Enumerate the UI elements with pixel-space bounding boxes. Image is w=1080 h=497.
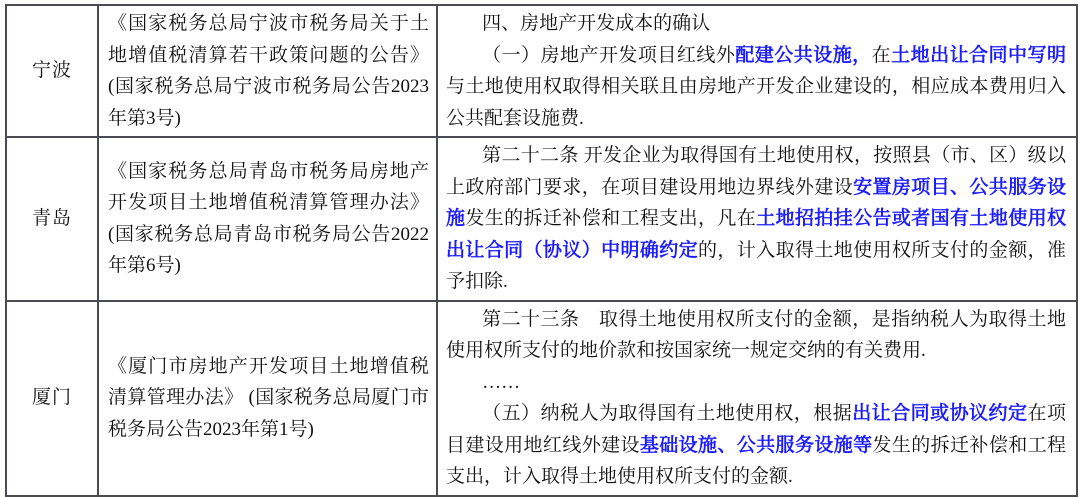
- text-run: 第二十三条 取得土地使用权所支付的金额，是指纳税人为取得土地使用权所支付的地价款和按国家统一规定交纳的有关费用.: [446, 308, 1066, 361]
- text-run: 在: [871, 44, 892, 66]
- city-cell: 宁波: [6, 5, 98, 137]
- text-run: 与土地使用权取得相关联且由房地产开发企业建设的，相应成本费用归入公共配套设施费.: [446, 76, 1066, 129]
- regulation-content-cell: [437, 5, 1077, 137]
- paragraph: [446, 140, 1066, 298]
- text-run: 四、房地产开发成本的确认: [482, 13, 711, 34]
- city-cell: 青岛: [6, 137, 98, 301]
- paragraph: [446, 398, 1066, 493]
- regulation-content-cell: [437, 137, 1077, 301]
- highlighted-term: 土地招拍挂公告或者国有土地使用权出让合同（协议）中明确约定: [446, 208, 1066, 261]
- table-row-xiamen: [6, 301, 1077, 496]
- document-title-cell: 《国家税务总局宁波市税务局关于土地增值税清算若干政策问题的公告》 (国家税务总局宁波市税务局公告2023年第3号): [98, 5, 437, 137]
- text-run: 发生的拆迁补偿和工程支出，计入取得土地使用权所支付的金额.: [446, 434, 1066, 487]
- highlighted-term: 基础设施、公共服务设施等: [639, 434, 873, 456]
- text-run: （五）纳税人为取得国有土地使用权，根据: [482, 403, 853, 424]
- text-run: 的，计入取得土地使用权所支付的金额，准予扣除.: [446, 239, 1066, 292]
- document-title-cell: 《厦门市房地产开发项目土地增值税清算管理办法》 (国家税务总局厦门市税务局公告2023年第1号): [98, 301, 437, 496]
- highlighted-term: 土地出让合同中写明: [891, 44, 1066, 66]
- text-run: 在项目建设用地红线外建设: [446, 403, 1066, 456]
- paragraph: [446, 40, 1066, 135]
- highlighted-term: 出让合同或协议约定: [852, 403, 1028, 424]
- text-run: 发生的拆迁补偿和工程支出，凡在: [465, 208, 757, 229]
- highlighted-term: 安置房项目、公共服务设施: [446, 176, 1066, 229]
- table-row-ningbo: [6, 5, 1077, 137]
- text-run: ……: [482, 371, 521, 393]
- document-title-cell: 《国家税务总局青岛市税务局房地产开发项目土地增值税清算管理办法》 (国家税务总局青岛市税务局公告2022年第6号): [98, 137, 437, 301]
- text-run: 第二十二条 开发企业为取得国有土地使用权，按照县（市、区）级以上政府部门要求，在项目建设用地边界线外建设: [446, 145, 1066, 198]
- paragraph: [446, 367, 1066, 399]
- regulation-table: [5, 4, 1078, 497]
- paragraph: [446, 304, 1066, 367]
- regulation-content-cell: [437, 301, 1077, 496]
- highlighted-term: 配建公共设施，: [735, 44, 872, 66]
- table-row-qingdao: [6, 137, 1077, 301]
- paragraph: [446, 8, 1066, 40]
- city-cell: 厦门: [6, 301, 98, 496]
- text-run: （一）房地产开发项目红线外: [482, 44, 736, 66]
